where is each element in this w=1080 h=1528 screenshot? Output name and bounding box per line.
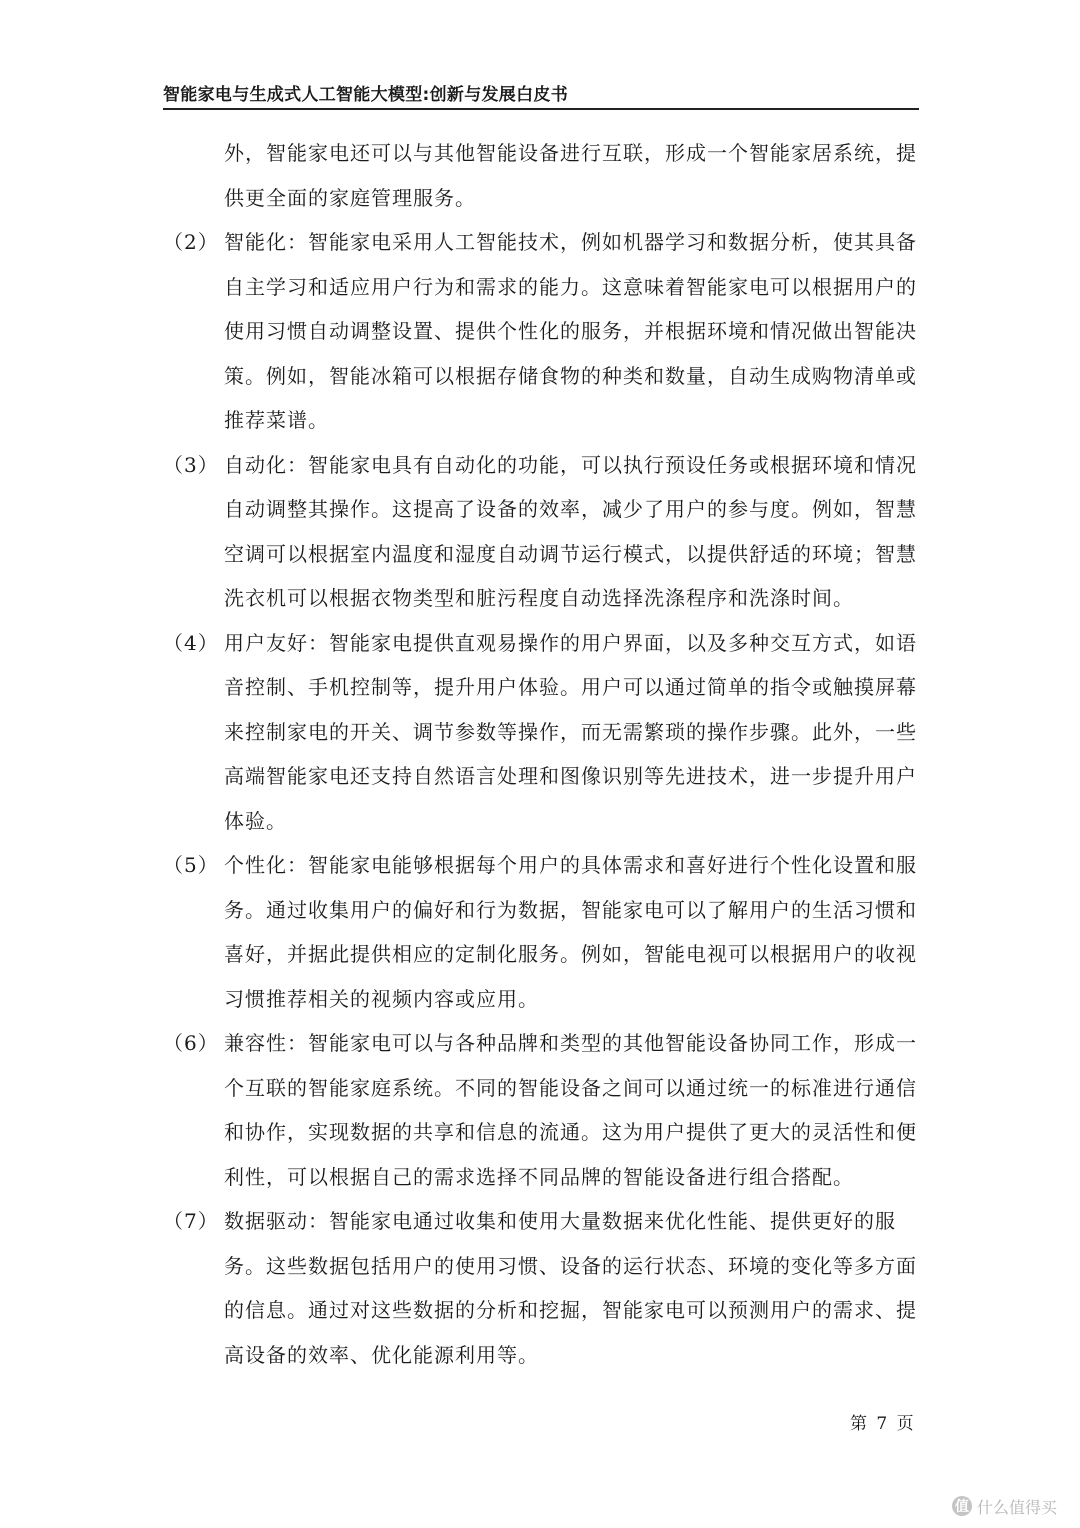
watermark-logo-icon: 值 [952, 1496, 972, 1516]
list-item [163, 1199, 923, 1377]
item-number: （4） [163, 630, 219, 655]
list-item [163, 621, 923, 844]
item-text: 兼容性：智能家电可以与各种品牌和类型的其他智能设备协同工作，形成一个互联的智能家庭系统。不同的智能设备之间可以通过统一的标准进行通信和协作，实现数据的共享和信息的流通。这为用户提供了更大的灵活性和便利性，可以根据自己的需求选择不同品牌的智能设备进行组合搭配。 [224, 1031, 917, 1189]
item-text: 用户友好：智能家电提供直观易操作的用户界面，以及多种交互方式，如语音控制、手机控制等，提升用户体验。用户可以通过简单的指令或触摸屏幕来控制家电的开关、调节参数等操作，而无需繁琐的操作步骤。此外，一些高端智能家电还支持自然语言处理和图像识别等先进技术，进一步提升用户体验。 [224, 630, 917, 833]
item-text: 个性化：智能家电能够根据每个用户的具体需求和喜好进行个性化设置和服务。通过收集用户的偏好和行为数据，智能家电可以了解用户的生活习惯和喜好，并据此提供相应的定制化服务。例如，智能电视可以根据用户的收视习惯推荐相关的视频内容或应用。 [224, 853, 917, 1011]
item-text: 数据驱动：智能家电通过收集和使用大量数据来优化性能、提供更好的服务。这些数据包括用户的使用习惯、设备的运行状态、环境的变化等多方面的信息。通过对这些数据的分析和挖掘，智能家电可以预测用户的需求、提高设备的效率、优化能源利用等。 [224, 1209, 917, 1367]
watermark [952, 1493, 1057, 1519]
item-number: （7） [163, 1209, 219, 1233]
list-item [163, 1021, 923, 1199]
watermark-text: 什么值得买 [977, 1497, 1058, 1517]
item-text: 智能化：智能家电采用人工智能技术，例如机器学习和数据分析，使其具备自主学习和适应用户行为和需求的能力。这意味着智能家电可以根据用户的使用习惯自动调整设置、提供个性化的服务，并根据环境和情况做出智能决策。例如，智能冰箱可以根据存储食物的种类和数量，自动生成购物清单或推荐菜谱。 [224, 230, 917, 432]
list-item [163, 443, 923, 621]
item-number: （6） [163, 1031, 219, 1055]
page-header [163, 78, 919, 110]
item-number: （5） [163, 853, 219, 877]
document-title: 智能家电与生成式人工智能大模型:创新与发展白皮书 [163, 85, 568, 105]
item-text: 自动化：智能家电具有自动化的功能，可以执行预设任务或根据环境和情况自动调整其操作。这提高了设备的效率，减少了用户的参与度。例如，智慧空调可以根据室内温度和湿度自动调节运行模式，以提供舒适的环境；智慧洗衣机可以根据衣物类型和脏污程度自动选择洗涤程序和洗涤时间。 [224, 452, 917, 610]
document-body [163, 131, 923, 1377]
page-number: 第 7 页 [850, 1414, 916, 1434]
item-number: （3） [163, 452, 219, 477]
item-number: （2） [163, 230, 219, 254]
list-item [163, 220, 923, 443]
list-item [163, 843, 923, 1021]
continuation-paragraph: 外，智能家电还可以与其他智能设备进行互联，形成一个智能家居系统，提供更全面的家庭管理服务。 [224, 141, 917, 210]
